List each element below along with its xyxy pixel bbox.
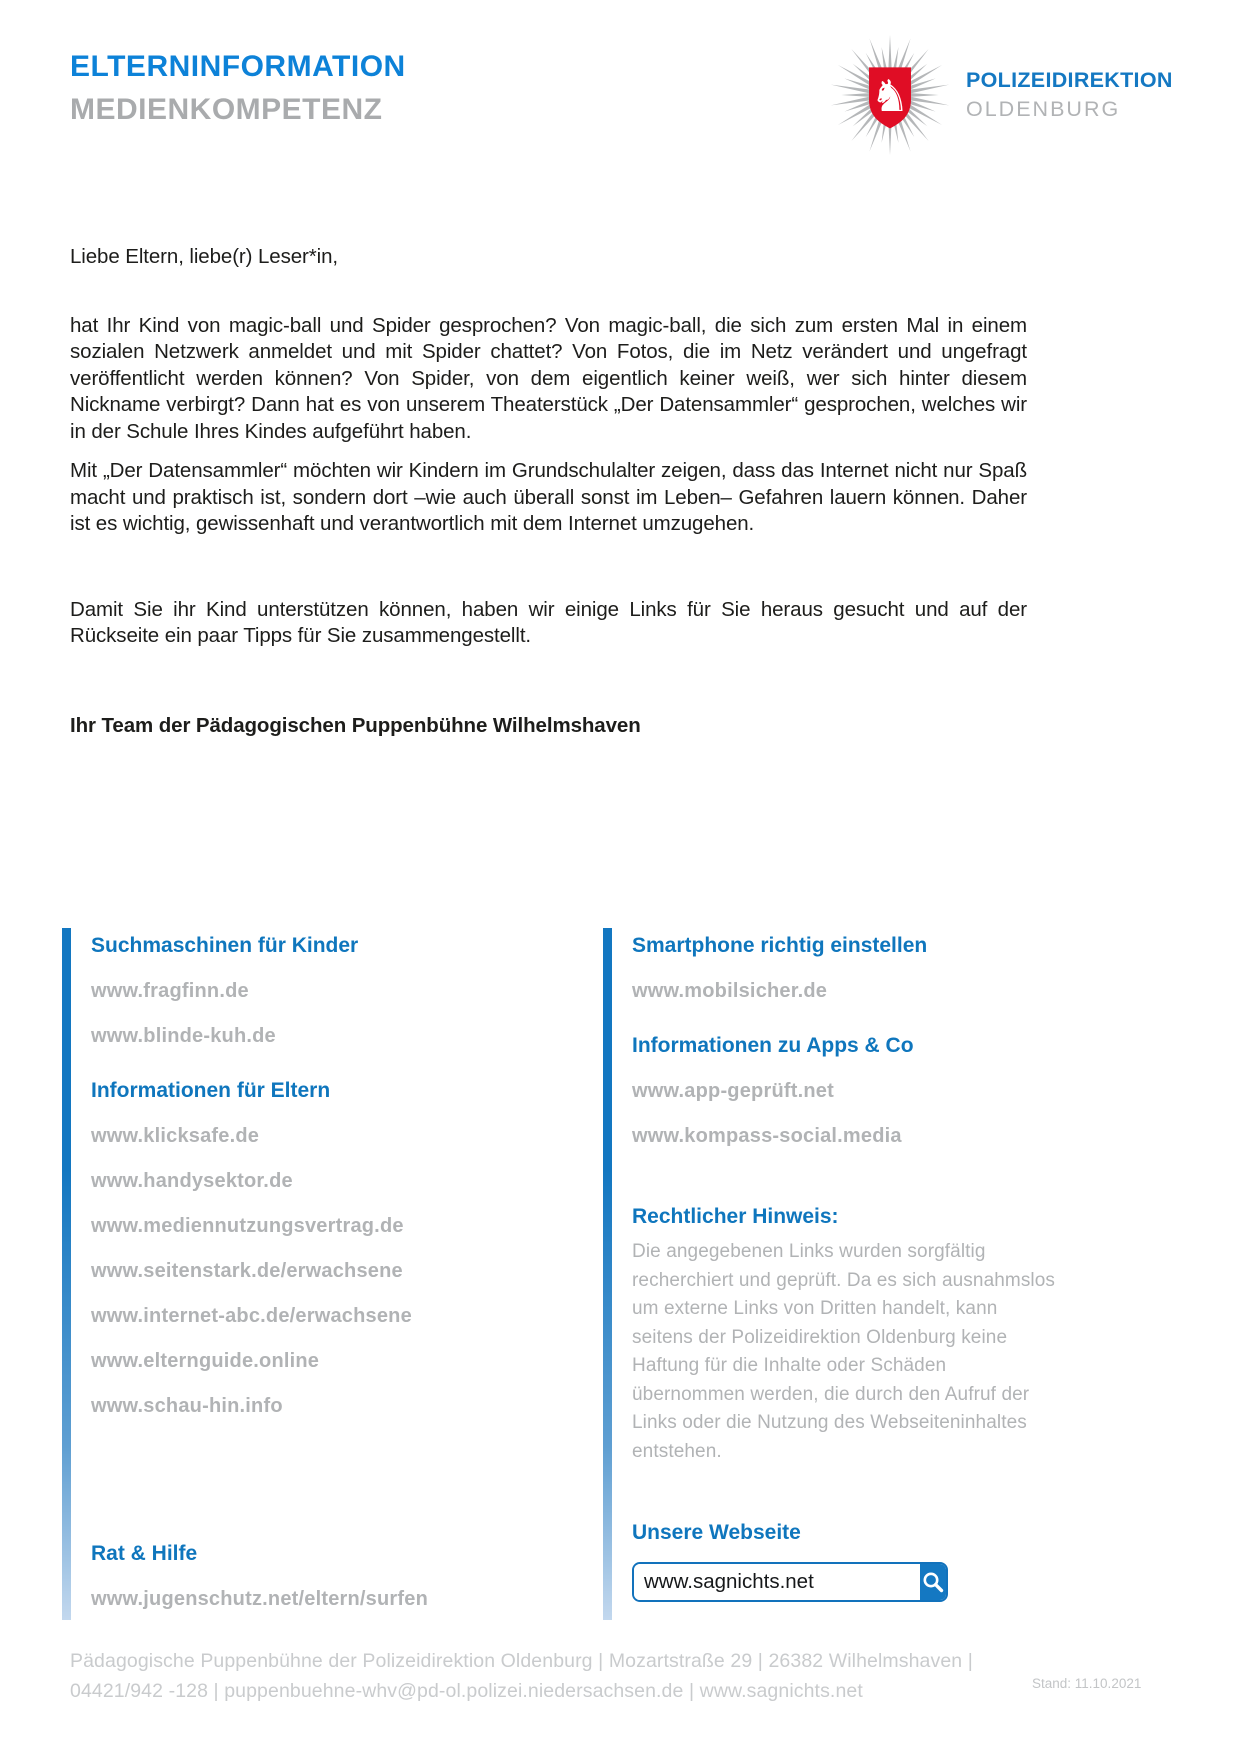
link-url[interactable]: www.elternguide.online — [91, 1350, 320, 1372]
link-url[interactable]: www.schau-hin.info — [91, 1395, 283, 1417]
paragraph-1: hat Ihr Kind von magic-ball und Spider gesprochen? Von magic-ball, die sich zum ersten Mal in einem sozialen Netzwerk anmeldet und mit Spider chattet? Von Fotos, die im Netz verändert und ungefragt veröffentlicht werden können? Von Spider, von dem eigentlich keiner weiß, wer sich hinter diesem Nickname verbirgt? Dann hat es von unserem Theaterstück „Der Datensammler“ gesprochen, welches wir in der Schule Ihres Kindes aufgeführt haben. — [70, 313, 1027, 443]
website-url-input[interactable] — [634, 1564, 920, 1600]
police-star-icon — [828, 33, 952, 157]
logo-text — [966, 68, 1173, 122]
greeting: Liebe Eltern, liebe(r) Leser*in, — [70, 245, 338, 268]
section-heading-suchmaschinen: Suchmaschinen für Kinder — [91, 934, 359, 957]
link-url[interactable]: www.seitenstark.de/erwachsene — [91, 1260, 403, 1282]
revision-date: Stand: 11.10.2021 — [1032, 1676, 1142, 1691]
section-heading-apps: Informationen zu Apps & Co — [632, 1034, 914, 1057]
link-url[interactable]: www.handysektor.de — [91, 1170, 293, 1192]
header — [70, 50, 406, 127]
signature: Ihr Team der Pädagogischen Puppenbühne Wilhelmshaven — [70, 713, 641, 737]
footer-line-1: Pädagogische Puppenbühne der Polizeidirektion Oldenburg | Mozartstraße 29 | 26382 Wilhelmshaven | — [70, 1650, 973, 1672]
footer — [70, 1646, 973, 1706]
legal-notice-text: Die angegebenen Links wurden sorgfältig recherchiert und geprüft. Da es sich ausnahmslos um externe Links von Dritten handelt, kann seitens der Polizeidirektion Oldenburg keine Haftung für die Inhalte oder Schäden übernommen werden, die durch den Aufruf der Links oder die Nutzung des Webseiteninhaltes entstehen. — [632, 1241, 1056, 1462]
link-url[interactable]: www.internet-abc.de/erwachsene — [91, 1305, 412, 1327]
org-city: OLDENBURG — [966, 97, 1121, 121]
page-subtitle: MEDIENKOMPETENZ — [70, 93, 383, 126]
search-button[interactable] — [920, 1564, 946, 1600]
website-searchbox — [632, 1562, 948, 1602]
link-url[interactable]: www.jugenschutz.net/eltern/surfen — [91, 1588, 429, 1610]
section-heading-unsere-webseite: Unsere Webseite — [632, 1521, 801, 1544]
police-logo — [828, 33, 1173, 157]
saxony-horse-glyph: ♞ — [870, 71, 910, 123]
letter-body — [70, 244, 1027, 739]
links-column-right — [603, 934, 1163, 1602]
org-name: POLIZEIDIREKTION — [966, 68, 1173, 92]
section-heading-rechtlicher-hinweis: Rechtlicher Hinweis: — [632, 1205, 839, 1228]
paragraph-3: Damit Sie ihr Kind unterstützen können, haben wir einige Links für Sie heraus gesucht und auf der Rückseite ein paar Tipps für Sie zusammengestellt. — [70, 597, 1027, 647]
accent-bar-right — [603, 928, 612, 1620]
link-url[interactable]: www.kompass-social.media — [632, 1125, 902, 1147]
link-url[interactable]: www.blinde-kuh.de — [91, 1025, 276, 1047]
footer-line-2: 04421/942 -128 | puppenbuehne-whv@pd-ol.polizei.niedersachsen.de | www.sagnichts.net — [70, 1680, 863, 1702]
section-heading-rat-hilfe: Rat & Hilfe — [91, 1542, 198, 1565]
page-title: ELTERNINFORMATION — [70, 50, 406, 83]
section-heading-smartphone: Smartphone richtig einstellen — [632, 934, 928, 957]
link-url[interactable]: www.fragfinn.de — [91, 980, 249, 1002]
link-url[interactable]: www.app-geprüft.net — [632, 1080, 834, 1102]
links-column-left — [62, 934, 572, 1611]
accent-bar-left — [62, 928, 71, 1620]
link-url[interactable]: www.klicksafe.de — [91, 1125, 260, 1147]
link-url[interactable]: www.mediennutzungsvertrag.de — [91, 1215, 404, 1237]
search-icon — [920, 1569, 946, 1595]
paragraph-2: Mit „Der Datensammler“ möchten wir Kindern im Grundschulalter zeigen, dass das Internet nicht nur Spaß macht und praktisch ist, sondern dort –wie auch überall sonst im Leben– Gefahren lauern können. Daher ist es wichtig, gewissenhaft und verantwortlich mit dem Internet umzugehen. — [70, 459, 1027, 535]
link-url[interactable]: www.mobilsicher.de — [632, 980, 828, 1002]
section-heading-eltern: Informationen für Eltern — [91, 1079, 331, 1102]
